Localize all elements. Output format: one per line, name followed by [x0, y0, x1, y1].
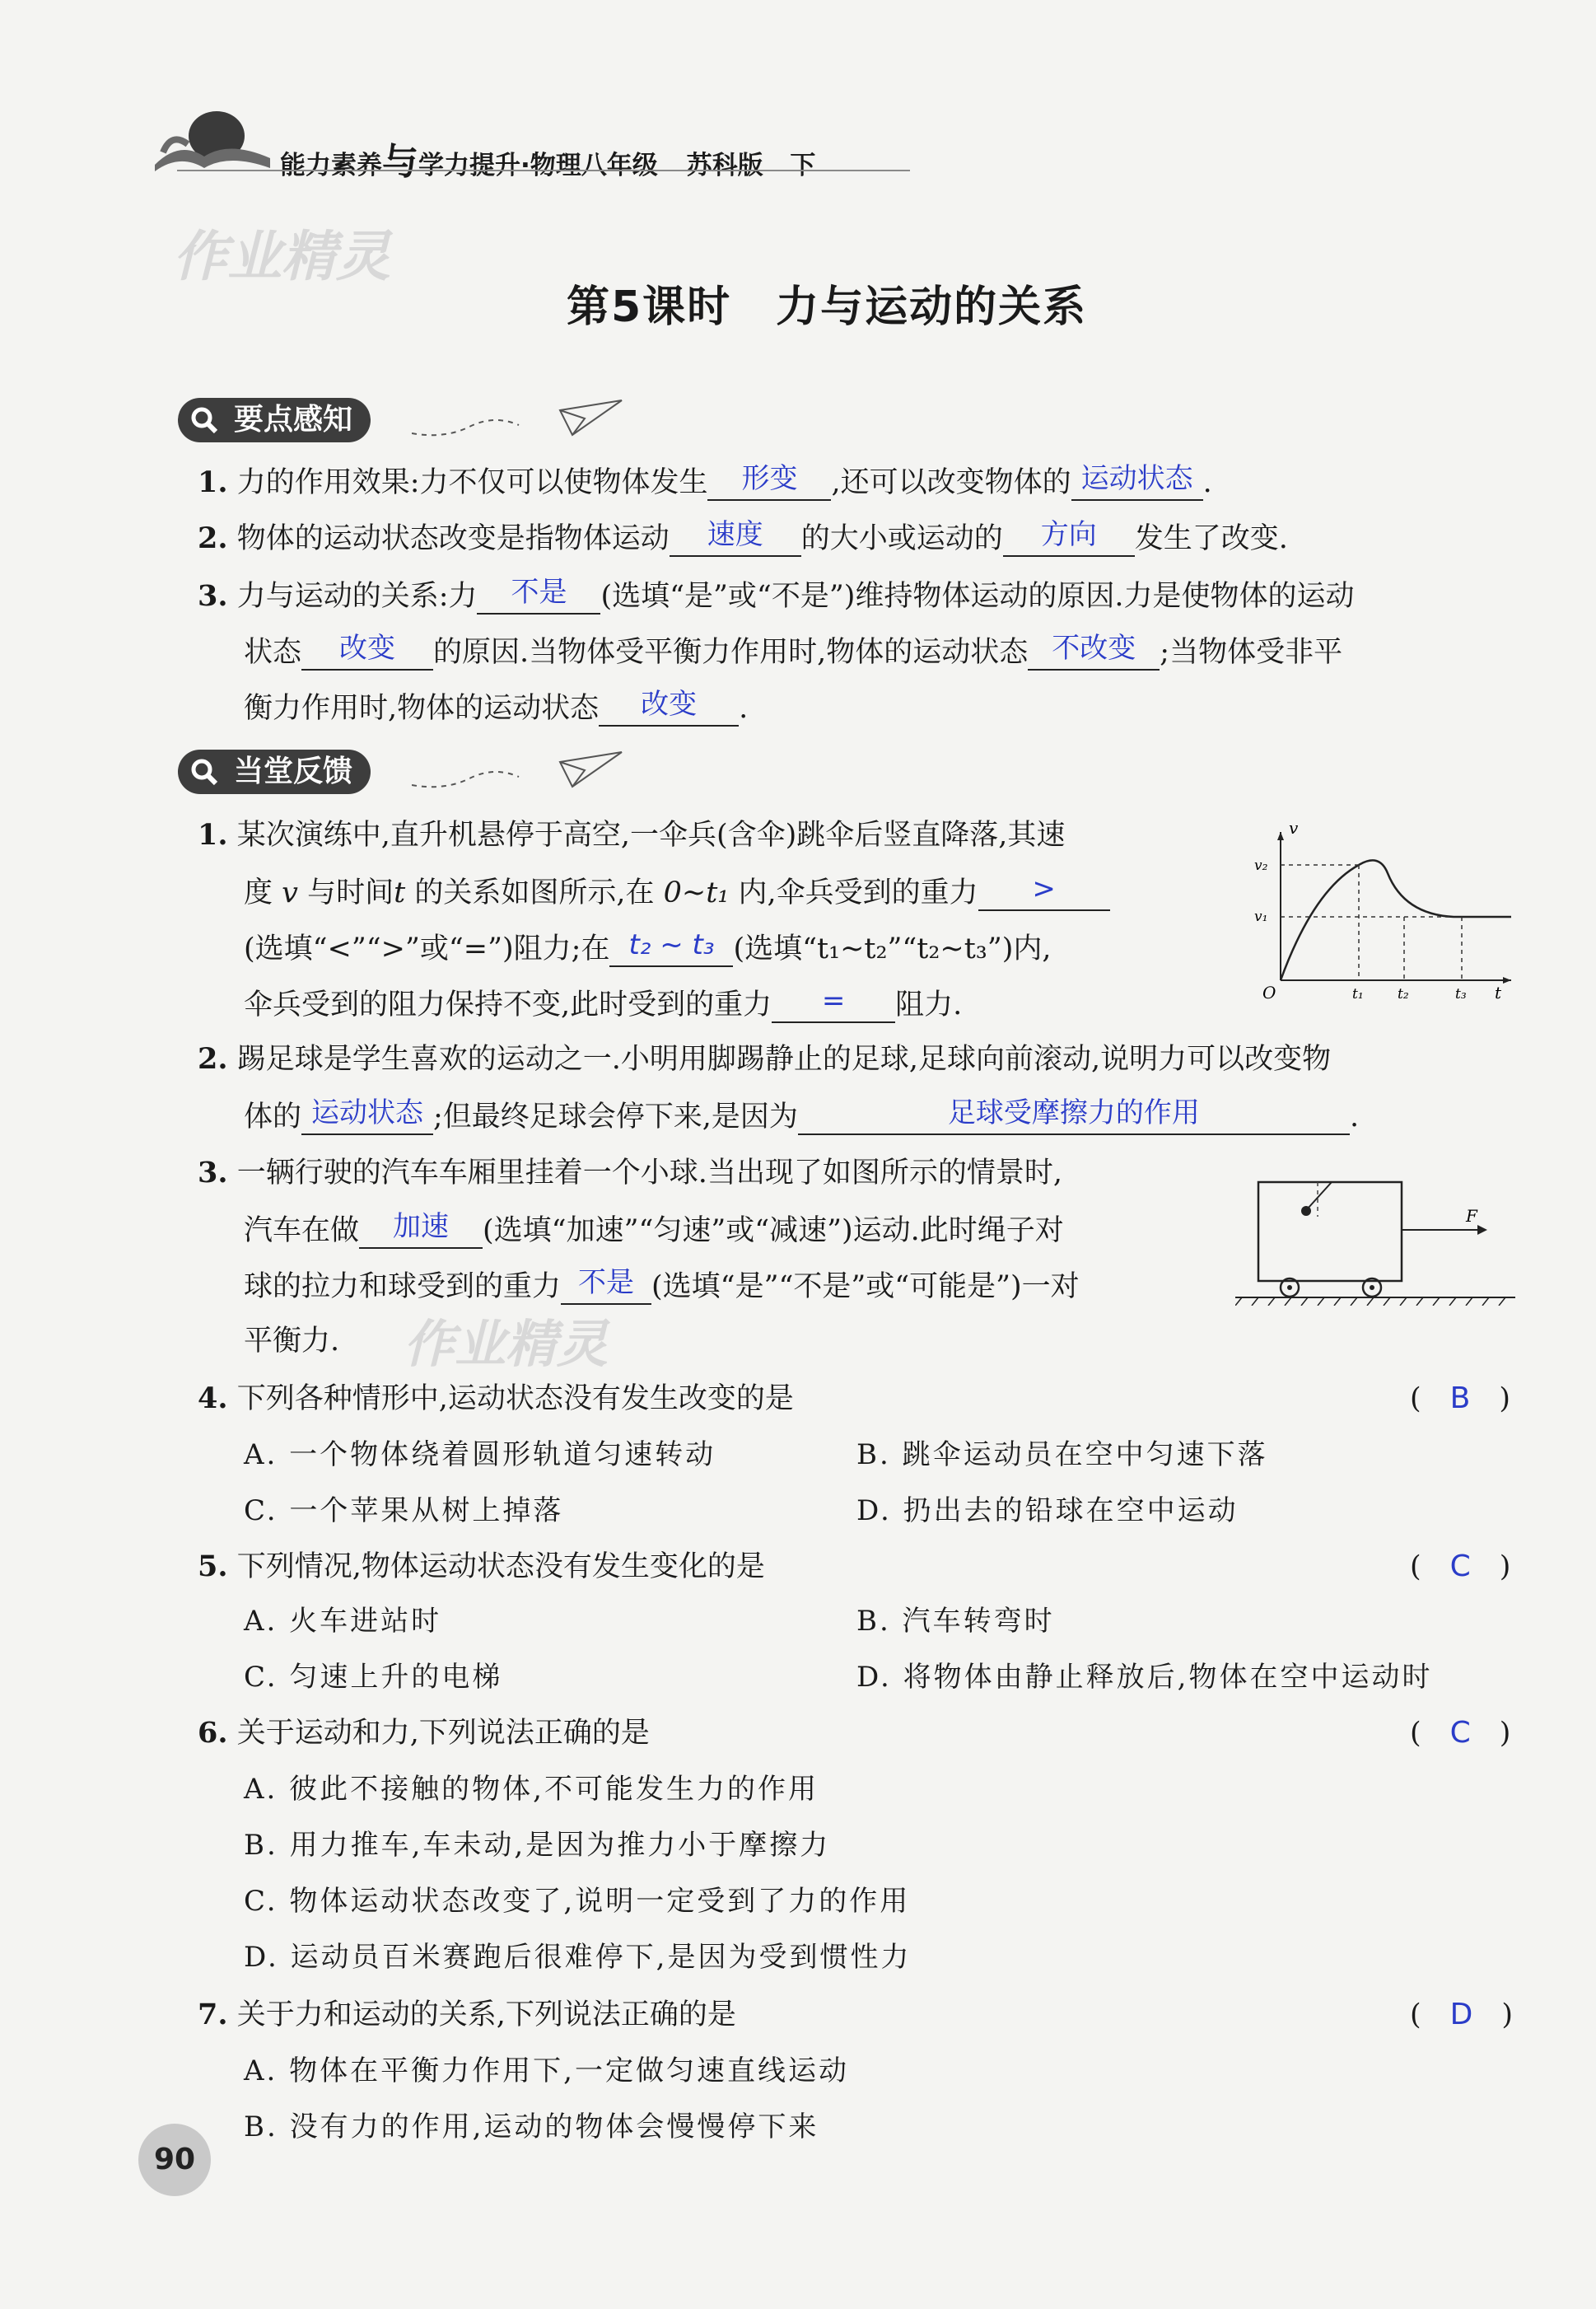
- option-d[interactable]: D. 扔出去的铅球在空中运动: [856, 1494, 1239, 1527]
- key-point-3-line3: 衡力作用时,物体的运动状态 改变 .: [244, 688, 749, 725]
- key-point-3-line1: 3. 力与运动的关系:力 不是 (选填“是”或“不是”)维持物体运动的原因.力是使物体的运动: [198, 576, 1355, 613]
- answer-blank[interactable]: 不是: [477, 577, 600, 615]
- answer-paren: ( C ): [1410, 1549, 1511, 1583]
- feedback-q1-line1: 1. 某次演练中,直升机悬停于高空,一伞兵(含伞)跳伞后竖直降落,其速: [198, 818, 1066, 852]
- magnifier-icon: [189, 405, 219, 435]
- answer-blank[interactable]: 形变: [707, 463, 831, 501]
- watermark-2: 作业精灵: [404, 1314, 609, 1374]
- option-c[interactable]: C. 一个苹果从树上掉落: [244, 1494, 564, 1527]
- option-b[interactable]: B. 没有力的作用,运动的物体会慢慢停下来: [244, 2110, 819, 2143]
- header-logo: [147, 99, 278, 173]
- force-label: F: [1466, 1206, 1477, 1226]
- answer-paren: ( C ): [1410, 1716, 1511, 1750]
- section-feedback: 当堂反馈: [178, 750, 371, 794]
- answer-blank[interactable]: 改变: [301, 633, 433, 671]
- option-b[interactable]: B. 汽车转弯时: [856, 1605, 1055, 1638]
- feedback-q3-line1: 3. 一辆行驶的汽车车厢里挂着一个小球.当出现了如图所示的情景时,: [198, 1156, 1062, 1190]
- key-point-3-line2: 状态 改变 的原因.当物体受平衡力作用时,物体的运动状态 不改变 ;当物体受非平: [244, 632, 1343, 669]
- answer-blank[interactable]: =: [772, 985, 895, 1023]
- answer-blank[interactable]: 运动状态: [301, 1097, 433, 1135]
- answer-blank[interactable]: t₂ ~ t₃: [609, 929, 733, 967]
- paper-plane-icon: [412, 746, 626, 795]
- feedback-q3-line2: 汽车在做 加速 (选填“加速”“匀速”或“减速”)运动.此时绳子对: [244, 1210, 1064, 1247]
- answer-blank[interactable]: 方向: [1003, 519, 1135, 557]
- car-ball-figure: [1235, 1174, 1515, 1306]
- option-a[interactable]: A. 火车进站时: [244, 1605, 442, 1638]
- option-d[interactable]: D. 运动员百米赛跑后很难停下,是因为受到惯性力: [244, 1941, 912, 1974]
- header-title: 能力素养与学力提升·物理八年级 苏科版 下: [280, 141, 816, 183]
- page-title: 第5课时 力与运动的关系: [567, 283, 1088, 332]
- feedback-q4-stem: 4. 下列各种情形中,运动状态没有发生改变的是: [198, 1381, 794, 1415]
- option-d[interactable]: D. 将物体由静止释放后,物体在空中运动时: [856, 1661, 1433, 1694]
- answer-blank[interactable]: >: [978, 873, 1110, 911]
- answer-blank[interactable]: 足球受摩擦力的作用: [798, 1097, 1350, 1135]
- t1-label: t₁: [1352, 986, 1364, 1003]
- option-b[interactable]: B. 用力推车,车未动,是因为推力小于摩擦力: [244, 1829, 831, 1862]
- v1-label: v₁: [1254, 909, 1268, 925]
- option-a[interactable]: A. 一个物体绕着圆形轨道匀速转动: [244, 1438, 716, 1471]
- header-rule: [177, 170, 910, 171]
- paper-plane-icon: [412, 394, 626, 443]
- page-number: 90: [138, 2124, 211, 2196]
- v2-label: v₂: [1254, 858, 1268, 874]
- answer-blank[interactable]: 不是: [561, 1267, 651, 1305]
- t-axis-label: t: [1495, 983, 1502, 1003]
- answer-paren: ( D ): [1410, 1998, 1514, 2031]
- feedback-q5-stem: 5. 下列情况,物体运动状态没有发生变化的是: [198, 1549, 765, 1583]
- velocity-time-graph: [1215, 816, 1519, 1005]
- answer-blank[interactable]: 改变: [599, 689, 739, 727]
- option-c[interactable]: C. 物体运动状态改变了,说明一定受到了力的作用: [244, 1885, 911, 1918]
- feedback-q2-line1: 2. 踢足球是学生喜欢的运动之一.小明用脚踢静止的足球,足球向前滚动,说明力可以改变物: [198, 1042, 1332, 1076]
- answer-paren: ( B ): [1410, 1381, 1511, 1415]
- feedback-q2-line2: 体的 运动状态 ;但最终足球会停下来,是因为 足球受摩擦力的作用 .: [244, 1096, 1360, 1133]
- feedback-q6-stem: 6. 关于运动和力,下列说法正确的是: [198, 1716, 650, 1750]
- answer-blank[interactable]: 不改变: [1028, 633, 1160, 671]
- key-point-1: 1. 力的作用效果:力不仅可以使物体发生 形变 ,还可以改变物体的 运动状态 .: [198, 462, 1212, 499]
- feedback-q1-line2: 度 v 与时间t 的关系如图所示,在 0~t₁ 内,伞兵受到的重力 >: [244, 873, 1110, 911]
- section-key-points: 要点感知: [178, 398, 371, 442]
- watermark: 作业精灵: [173, 225, 390, 288]
- option-a[interactable]: A. 物体在平衡力作用下,一定做匀速直线运动: [244, 2054, 849, 2087]
- feedback-q7-stem: 7. 关于力和运动的关系,下列说法正确的是: [198, 1998, 736, 2031]
- feedback-q3-line4: 平衡力.: [244, 1325, 340, 1358]
- feedback-q1-line4: 伞兵受到的阻力保持不变,此时受到的重力 = 阻力.: [244, 984, 963, 1021]
- feedback-q3-line3: 球的拉力和球受到的重力 不是 (选填“是”“不是”或“可能是”)一对: [244, 1266, 1080, 1303]
- key-point-2: 2. 物体的运动状态改变是指物体运动 速度 的大小或运动的 方向 发生了改变.: [198, 518, 1288, 555]
- answer-blank[interactable]: 运动状态: [1071, 463, 1203, 501]
- option-b[interactable]: B. 跳伞运动员在空中匀速下落: [856, 1438, 1268, 1471]
- reader-logo-icon: [147, 99, 278, 173]
- answer-blank[interactable]: 加速: [359, 1211, 483, 1249]
- v-axis-label: v: [1289, 818, 1299, 838]
- answer-blank[interactable]: 速度: [670, 519, 801, 557]
- t2-label: t₂: [1398, 986, 1409, 1003]
- origin-label: O: [1262, 983, 1276, 1003]
- option-a[interactable]: A. 彼此不接触的物体,不可能发生力的作用: [244, 1773, 819, 1806]
- option-c[interactable]: C. 匀速上升的电梯: [244, 1661, 503, 1694]
- feedback-q1-line3: (选填“<”“>”或“=”)阻力;在 t₂ ~ t₃ (选填“t₁~t₂”“t₂~t₃”)内,: [244, 928, 1052, 965]
- t3-label: t₃: [1455, 986, 1467, 1003]
- magnifier-icon: [189, 757, 219, 787]
